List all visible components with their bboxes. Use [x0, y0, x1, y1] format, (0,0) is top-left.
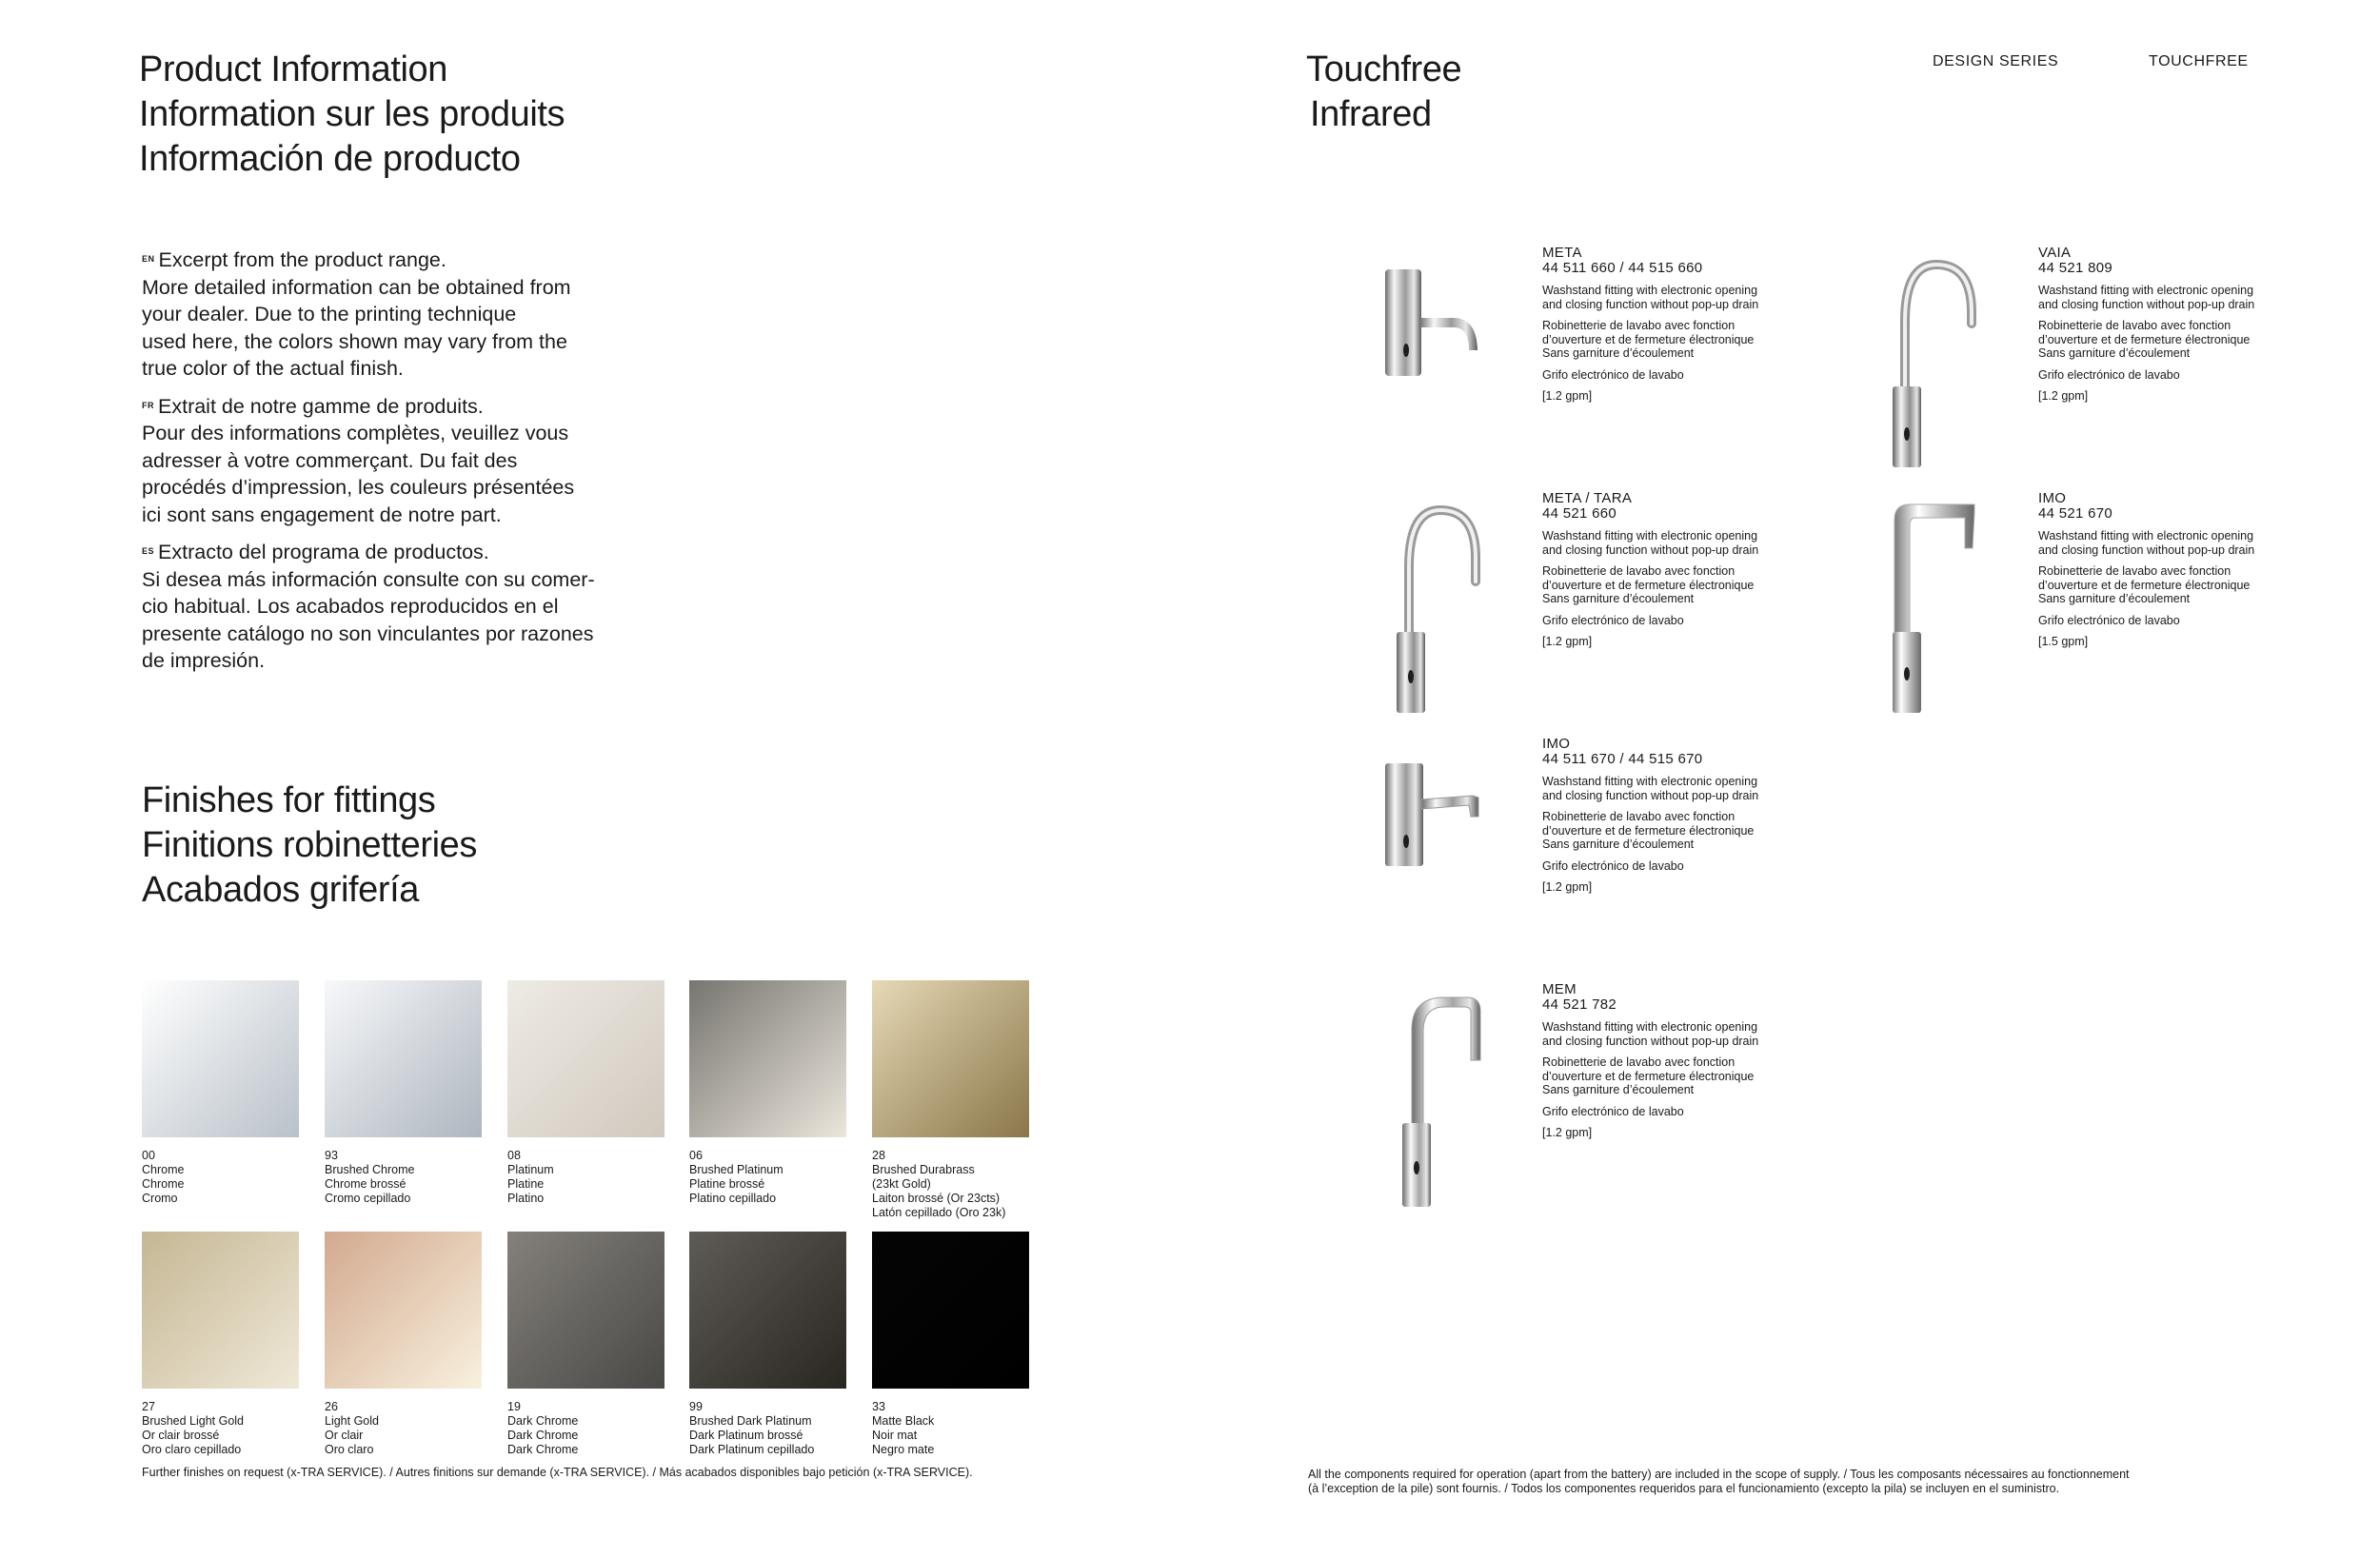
product-code: 44 521 670 — [2038, 505, 2113, 522]
product-description-en: Washstand fitting with electronic opening and closing function without pop-up drain — [2038, 284, 2255, 311]
finish-caption: 33 Matte Black Noir mat Negro mate — [872, 1400, 1048, 1457]
finish-caption: 27 Brushed Light Gold Or clair brossé Oro claro cepillado — [142, 1400, 318, 1457]
finish-code: 28 — [872, 1149, 885, 1162]
finish-swatch-item — [872, 1232, 1048, 1457]
product-details — [1542, 982, 1771, 1148]
finishes-heading-en: Finishes for fittings — [142, 780, 436, 820]
product-description-es: Grifo electrónico de lavabo — [1542, 858, 1684, 873]
product-information-heading — [139, 48, 565, 182]
finish-swatch — [325, 980, 482, 1137]
product-flow-rate: [1.2 gpm] — [1542, 389, 1593, 403]
finish-caption: 06 Brushed Platinum Platine brossé Platino cepillado — [689, 1149, 865, 1206]
product-description-fr: Robinetterie de lavabo avec fonction d’ouverture et de fermeture électronique Sans garniture d’écoulement — [2038, 319, 2251, 360]
nav-touchfree-link[interactable]: TOUCHFREE — [2149, 53, 2249, 69]
touchfree-heading — [1306, 48, 1461, 137]
product-description-es: Grifo electrónico de lavabo — [2038, 367, 2180, 382]
product-description-es: Grifo electrónico de lavabo — [1542, 367, 1684, 382]
product-description-fr: Robinetterie de lavabo avec fonction d’ouverture et de fermeture électronique Sans garniture d’écoulement — [1542, 810, 1755, 851]
product-code: 44 521 660 — [1542, 505, 1617, 522]
finish-caption: 99 Brushed Dark Platinum Dark Platinum brossé Dark Platinum cepillado — [689, 1400, 865, 1457]
heading-line-en: Product Information — [139, 49, 448, 89]
product-flow-rate: [1.2 gpm] — [2038, 389, 2089, 403]
finish-code: 93 — [325, 1149, 338, 1162]
product-code: 44 521 809 — [2038, 260, 2113, 276]
finish-swatch — [507, 1232, 664, 1389]
product-name: META — [1542, 245, 1582, 261]
finish-caption: 93 Brushed Chrome Chrome brossé Cromo cepillado — [325, 1149, 501, 1206]
finish-swatch-item — [142, 1232, 318, 1457]
product-code: 44 511 660 / 44 515 660 — [1542, 260, 1703, 276]
finish-swatch — [872, 1232, 1029, 1389]
finish-swatch — [142, 1232, 299, 1389]
product-code: 44 511 670 / 44 515 670 — [1542, 751, 1703, 767]
finish-code: 27 — [142, 1400, 155, 1413]
faucet-icon — [1385, 246, 1528, 474]
finish-code: 26 — [325, 1400, 338, 1413]
faucet-icon — [1881, 491, 2024, 720]
product-name: MEM — [1542, 981, 1577, 997]
finish-swatch-item — [325, 1232, 501, 1457]
finish-code: 19 — [507, 1400, 521, 1413]
touchfree-heading-line-2: Infrared — [1310, 94, 1432, 134]
finishes-heading-fr: Finitions robinetteries — [142, 825, 477, 865]
finish-caption: 08 Platinum Platine Platino — [507, 1149, 684, 1206]
product-item-imo-short — [1385, 737, 1861, 965]
heading-line-fr: Information sur les produits — [139, 94, 565, 134]
nav-design-series-link[interactable]: DESIGN SERIES — [1933, 53, 2059, 69]
faucet-icon — [1881, 246, 2024, 474]
intro-paragraph-es: $^{ES}$ Extracto del programa de productos. Si desea más información consulte con su comer- cio habitual. Los acabados reproducidos en el presente catálogo no son vinculantes por razones de impresión. — [142, 541, 595, 672]
finish-caption: 00 Chrome Chrome Cromo — [142, 1149, 318, 1206]
product-name: IMO — [2038, 490, 2067, 506]
product-details — [1542, 491, 1771, 657]
language-tag-es: ES — [142, 546, 155, 556]
finishes-heading-es: Acabados grifería — [142, 870, 420, 910]
product-item-mem — [1385, 982, 1861, 1211]
finish-swatch — [507, 980, 664, 1137]
finishes-heading — [142, 779, 477, 913]
finish-code: 08 — [507, 1149, 521, 1162]
product-flow-rate: [1.2 gpm] — [1542, 880, 1593, 894]
finish-swatch — [872, 980, 1029, 1137]
finish-swatch-item — [689, 1232, 865, 1457]
finish-swatch — [325, 1232, 482, 1389]
product-description-es: Grifo electrónico de lavabo — [1542, 1104, 1684, 1118]
faucet-icon — [1385, 982, 1528, 1211]
product-description-en: Washstand fitting with electronic opening and closing function without pop-up drain — [1542, 284, 1759, 311]
finish-swatch — [142, 980, 299, 1137]
faucet-icon — [1385, 737, 1528, 965]
product-item-imo-tall — [1881, 491, 2357, 720]
finishes-footnote: Further finishes on request (x-TRA SERVICE). / Autres finitions sur demande (x-TRA SERVICE). / Más acabados disponibles bajo petición (x-TRA SERVICE). — [142, 1466, 973, 1479]
product-description-es: Grifo electrónico de lavabo — [1542, 613, 1684, 627]
product-description-en: Washstand fitting with electronic opening and closing function without pop-up drain — [1542, 529, 1759, 557]
intro-paragraph-en: $^{EN}$ Excerpt from the product range. More detailed information can be obtained from your dealer. Due to the printing technique used here, the colors shown may vary from the true color of the actual finish. — [142, 248, 571, 380]
product-description-en: Washstand fitting with electronic opening and closing function without pop-up drain — [1542, 1020, 1759, 1048]
finish-caption: 19 Dark Chrome Dark Chrome Dark Chrome — [507, 1400, 684, 1457]
touchfree-heading-line-1: Touchfree — [1306, 49, 1462, 89]
product-flow-rate: [1.2 gpm] — [1542, 1126, 1593, 1139]
product-description-en: Washstand fitting with electronic opening and closing function without pop-up drain — [2038, 529, 2255, 557]
product-details — [2038, 491, 2267, 657]
product-flow-rate: [1.2 gpm] — [1542, 635, 1593, 648]
product-item-meta-tara — [1385, 491, 1861, 720]
finish-caption: 28 Brushed Durabrass (23kt Gold) Laiton brossé (Or 23cts) Latón cepillado (Oro 23k) — [872, 1149, 1048, 1220]
product-item-vaia — [1881, 246, 2357, 474]
product-description-fr: Robinetterie de lavabo avec fonction d’ouverture et de fermeture électronique Sans garniture d’écoulement — [1542, 564, 1755, 605]
product-name: VAIA — [2038, 245, 2072, 261]
product-name: IMO — [1542, 736, 1571, 752]
product-flow-rate: [1.5 gpm] — [2038, 635, 2089, 648]
intro-paragraph-fr: $^{FR}$ Extrait de notre gamme de produits. Pour des informations complètes, veuillez vous adresser à votre commerçant. Du fait des procédés d’impression, les couleurs présentées ici sont sans engagement de notre part. — [142, 394, 575, 526]
finish-code: 00 — [142, 1149, 155, 1162]
intro-text — [142, 246, 675, 684]
finish-caption: 26 Light Gold Or clair Oro claro — [325, 1400, 501, 1457]
product-description-es: Grifo electrónico de lavabo — [2038, 613, 2180, 627]
language-tag-fr: FR — [142, 400, 154, 410]
finish-swatch-item — [507, 1232, 684, 1457]
finish-code: 33 — [872, 1400, 885, 1413]
heading-line-es: Información de producto — [139, 139, 521, 179]
supply-footnote: All the components required for operation (apart from the battery) are included in the scope of supply. / Tous les composants nécessaires au fonctionnement (à l’exception de la pile) sont fournis. / Todos los componentes requeridos para el funcionamiento (excepto la pila) se incluyen en el suministro. — [1308, 1468, 2130, 1495]
product-description-fr: Robinetterie de lavabo avec fonction d’ouverture et de fermeture électronique Sans garniture d’écoulement — [1542, 319, 1755, 360]
finish-swatch-item — [872, 980, 1048, 1220]
finish-swatch-item — [142, 980, 318, 1206]
language-tag-en: EN — [142, 254, 155, 264]
product-item-meta — [1385, 246, 1861, 474]
finish-code: 06 — [689, 1149, 703, 1162]
product-details — [1542, 737, 1771, 902]
product-details — [1542, 246, 1771, 411]
product-details — [2038, 246, 2267, 411]
finish-swatch — [689, 980, 846, 1137]
product-code: 44 521 782 — [1542, 996, 1617, 1013]
finish-swatch-item — [507, 980, 684, 1206]
finish-code: 99 — [689, 1400, 703, 1413]
product-description-fr: Robinetterie de lavabo avec fonction d’ouverture et de fermeture électronique Sans garniture d’écoulement — [2038, 564, 2251, 605]
faucet-icon — [1385, 491, 1528, 720]
finish-swatch — [689, 1232, 846, 1389]
finish-swatch-item — [689, 980, 865, 1206]
finish-swatch-item — [325, 980, 501, 1206]
product-description-en: Washstand fitting with electronic opening and closing function without pop-up drain — [1542, 775, 1759, 802]
product-name: META / TARA — [1542, 490, 1633, 506]
product-description-fr: Robinetterie de lavabo avec fonction d’ouverture et de fermeture électronique Sans garniture d’écoulement — [1542, 1055, 1755, 1096]
